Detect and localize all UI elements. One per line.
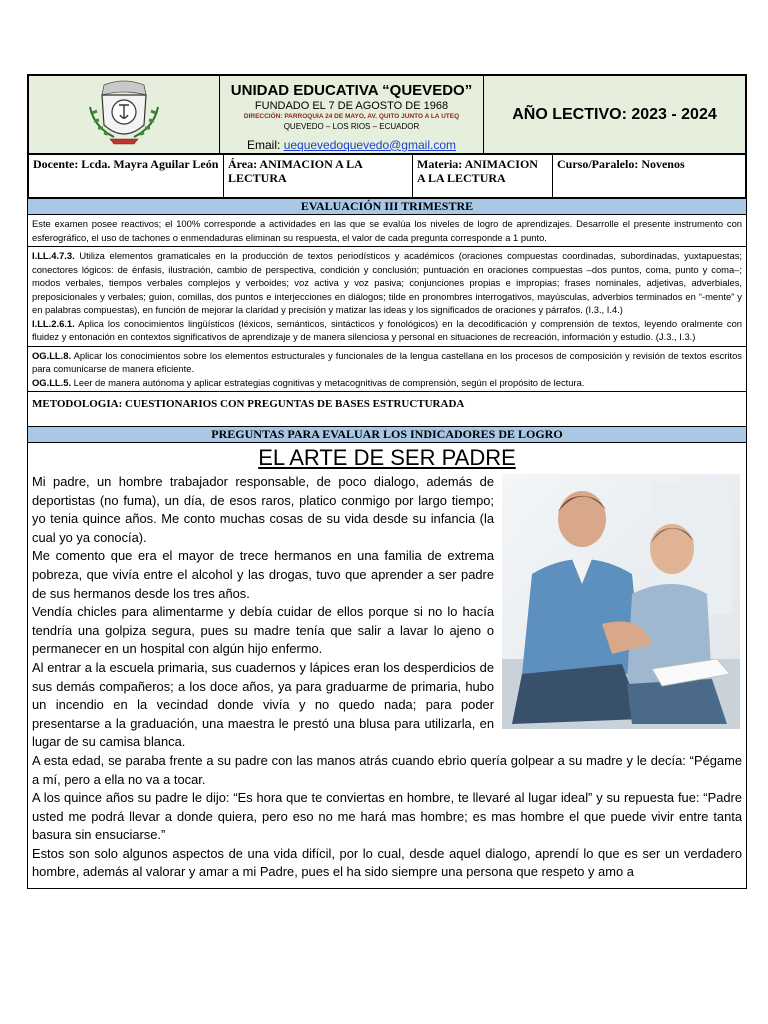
exam-sheet [27,74,747,889]
story-section [28,443,746,888]
objectives-block [28,347,746,393]
address: DIRECCIÓN: PARROQUIA 24 DE MAYO, AV. QUITO JUNTO A LA UTEQ [243,113,460,121]
docente: Docente: Lcda. Mayra Aguilar León [29,155,224,198]
institution-name: UNIDAD EDUCATIVA “QUEVEDO” [230,82,473,100]
city: QUEVEDO – LOS RIOS – ECUADOR [283,122,420,132]
indicators-block [28,247,746,347]
objective-item: OG.LL.5. Leer de manera autónoma y aplicar estrategias cognitivas y metacognitivas de comprensión, según el propósito de lectura. [32,376,585,388]
instructions: Este examen posee reactivos; el 100% corresponde a actividades en las que se evalúa los niveles de logro de aprendizajes. Desarrolle el presente instrumento con esferográfico, el uso de tachones o enmendaduras eliminan su respuesta, el valor de cada pregunta corresponde a 1 punto. [28,215,746,247]
school-crest-icon [84,77,164,147]
story-paragraph: Al entrar a la escuela primaria, sus cuadernos y lápices eran los desperdicios de sus demás compañeros; a los doce años, ya para graduarme de primaria, hubo un incendio en la vecindad donde vivía y no quedo nada; para poder presentarse a la graduación, una maestra le prestó una blusa para utilizarla, en lugar de su camisa blanca. [32,659,494,750]
questions-title: PREGUNTAS PARA EVALUAR LOS INDICADORES DE LOGRO [28,427,746,443]
methodology: METODOLOGIA: CUESTIONARIOS CON PREGUNTAS DE BASES ESTRUCTURADA [28,392,746,427]
indicator-item: I.LL.4.7.3. Utiliza elementos gramaticales en la producción de textos periodísticos y académicos (oraciones compuestas coordinadas, subordinadas, yuxtapuestas; conectores lógicos: de énfasis, ilustración, cambio de perspectiva, condición y conclusión; puntuación en oraciones compuestas –dos puntos, coma, punto y coma–; modos verbales, tiempos verbales complejos y verboides; voz activa y voz pasiva; conjunciones propias e impropias; frases nominales, adjetivas, adverbiales, preposicionales y verbales; guion, comillas, dos puntos e interjecciones en diálogos; tilde en pronombres interrogativos, mayúsculas, adverbios terminados en “-mente” y en palabras compuestas), en función de mejorar la claridad y precisión y matizar las ideas y los significados de oraciones y párrafos. (I.3., I.4.) [32,250,742,315]
founded-date: FUNDADO EL 7 DE AGOSTO DE 1968 [254,100,449,113]
story-paragraph: Vendía chicles para alimentarme y debía cuidar de ellos porque si no lo hacía tendría una golpiza segura, pues su madre tenía que salir a lavar lo ajeno o permanecer en un hospital con algún hijo enfermo. [32,604,494,657]
indicator-item: I.LL.2.6.1. Aplica los conocimientos lingüísticos (léxicos, semánticos, sintácticos y fonológicos) en la decodificación y comprensión de textos, leyendo oralmente con fluidez y entonación en contextos significativos de aprendizaje y de manera silenciosa y personal en situaciones de recreación, información y estudio. (J.3., I.3.) [32,317,742,342]
story-paragraph: Mi padre, un hombre trabajador responsable, de poco dialogo, además de deportistas (no fuma), un día, de esos raros, platico conmigo por largo tiempo; yo tenia quince años. Me conto muchas cosas de su vida desde su infancia (la cual yo ya conocía). [32,474,494,545]
curso: Curso/Paralelo: Novenos [553,155,746,198]
story-paragraph: Me comento que era el mayor de trece hermanos en una familia de extrema pobreza, que vivía entre el alcohol y las drogas, tuvo que aprender a ser padre de sus hermanos desde los tres años. [32,548,494,601]
header-table [28,75,746,154]
school-logo [29,76,220,154]
email-row [220,136,484,153]
materia: Materia: ANIMACION A LA LECTURA [413,155,553,198]
story-paragraph: A esta edad, se paraba frente a su padre con las manos atrás cuando ebrio quería golpear a su madre y le decía: “Pégame a mí, pero a ella no va a tocar. [32,752,742,787]
email-label: Email: [247,137,281,152]
area: Área: ANIMACION A LA LECTURA [224,155,413,198]
email-link[interactable]: uequevedoquevedo@gmail.com [283,137,456,152]
evaluation-title: EVALUACIÓN III TRIMESTRE [28,198,746,215]
school-year: AÑO LECTIVO: 2023 - 2024 [484,76,746,154]
institution-block [220,76,484,137]
story-paragraph: A los quince años su padre le dijo: “Es hora que te conviertas en hombre, te llevaré al lugar ideal” y su repuesta fue: “Padre usted me podrá llevar a donde quiera, pero eso no me hará mas hombre; es mas hombre el que puede vivir entre tanta basura sin ensuciarse.” [32,790,742,843]
story-title: EL ARTE DE SER PADRE [258,445,516,470]
story-paragraph: Estos son solo algunos aspectos de una vida difícil, por lo cual, desde aquel dialogo, aprendí lo que es ser un verdadero hombre, además al valorar y amar a mi Padre, pues el ha sido siempre una persona que respeto y amo a [32,845,742,880]
objective-item: OG.LL.8. Aplicar los conocimientos sobre los elementos estructurales y funcionales de la lengua castellana en los procesos de composición y revisión de textos escritos para comunicarse de manera eficiente. [32,349,742,374]
info-table [28,154,746,198]
father-son-photo [502,474,740,729]
